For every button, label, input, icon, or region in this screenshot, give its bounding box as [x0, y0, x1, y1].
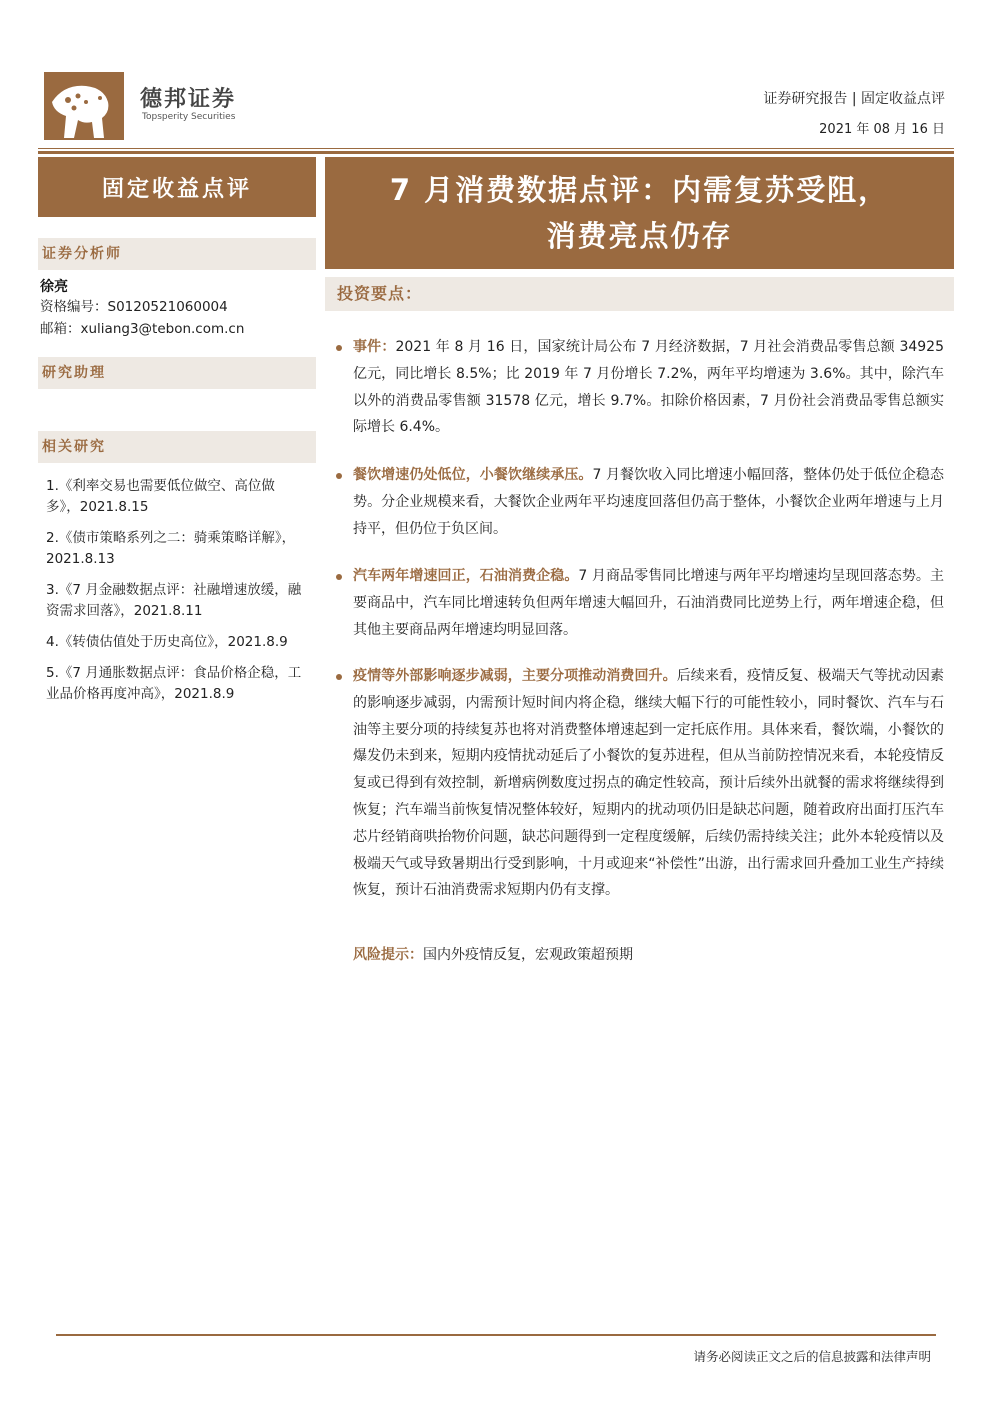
footer-disclaimer: 请务必阅读正文之后的信息披露和法律声明 — [693, 1349, 931, 1364]
report-date: 2021 年 08 月 16 日 — [819, 122, 945, 137]
point-catering — [353, 462, 944, 542]
invest-points-heading: 投资要点： — [325, 277, 954, 311]
analyst-heading: 证券分析师 — [38, 238, 316, 270]
bullet-icon — [336, 674, 342, 680]
risk-warning — [353, 942, 944, 969]
bullet-icon — [336, 345, 342, 351]
related-heading: 相关研究 — [38, 431, 316, 463]
point-text: 2021 年 8 月 16 日，国家统计局公布 7 月经济数据，7 月社会消费品零售总额 34925 亿元，同比增长 8.5%；比 2019 年 7 月份增长 7.2%，两年平均增速为 3.6%。其中，除汽车以外的消费品零售额 31578 亿元，增长 9.7%。扣除价格因素，7 月份社会消费品零售总额实际增长 6.4%。 — [353, 339, 944, 436]
related-research-list — [46, 476, 302, 715]
related-item: 3.《7 月金融数据点评：社融增速放缓，融资需求回落》，2021.8.11 — [46, 582, 302, 619]
bullet-icon — [336, 574, 342, 580]
point-event — [353, 334, 944, 441]
risk-lead: 风险提示： — [353, 947, 423, 963]
analyst-name: 徐亮 — [40, 279, 68, 295]
point-outlook — [353, 663, 944, 904]
company-name-en: Topsperity Securities — [142, 112, 236, 122]
point-lead: 事件： — [353, 339, 396, 355]
report-title — [325, 157, 954, 269]
point-auto-oil — [353, 563, 944, 643]
footer-divider — [56, 1334, 936, 1336]
company-logo-icon — [44, 72, 124, 140]
related-item: 5.《7 月通胀数据点评：食品价格企稳，工业品价格再度冲高》，2021.8.9 — [46, 665, 302, 702]
report-title-line2: 消费亮点仍存 — [546, 219, 733, 253]
related-item: 1.《利率交易也需要低位做空、高位做多》，2021.8.15 — [46, 478, 275, 515]
risk-text: 国内外疫情反复，宏观政策超预期 — [423, 947, 633, 963]
point-lead: 汽车两年增速回正，石油消费企稳。 — [353, 568, 579, 584]
category-banner: 固定收益点评 — [38, 157, 316, 217]
point-lead: 餐饮增速仍处低位，小餐饮继续承压。 — [353, 467, 593, 483]
company-name-cn: 德邦证券 — [140, 87, 237, 112]
analyst-cert: 资格编号：S0120521060004 — [40, 299, 228, 315]
report-title-line1: 7 月消费数据点评：内需复苏受阻， — [389, 173, 890, 207]
header-divider-thick — [38, 151, 954, 154]
header-divider-thin — [38, 148, 954, 149]
point-lead: 疫情等外部影响逐步减弱，主要分项推动消费回升。 — [353, 668, 677, 684]
assistant-heading: 研究助理 — [38, 357, 316, 389]
analyst-email: 邮箱：xuliang3@tebon.com.cn — [40, 321, 245, 337]
point-text: 7 月餐饮收入同比增速小幅回落，整体仍处于低位企稳态势。分企业规模来看，大餐饮企业两年平均速度回落但仍高于整体，小餐饮企业两年增速与上月持平，但仍位于负区间。 — [353, 467, 945, 537]
related-item: 2.《债市策略系列之二：骑乘策略详解》，2021.8.13 — [46, 530, 296, 567]
related-item: 4.《转债估值处于历史高位》，2021.8.9 — [46, 634, 288, 650]
report-type: 证券研究报告 | 固定收益点评 — [763, 91, 945, 107]
point-text: 后续来看，疫情反复、极端天气等扰动因素的影响逐步减弱，内需预计短时间内将企稳，继续大幅下行的可能性较小，同时餐饮、汽车与石油等主要分项的持续复苏也将对消费整体增速起到一定托底作用。具体来看，餐饮端，小餐饮的爆发仍未到来，短期内疫情扰动延后了小餐饮的复苏进程，但从当前防控情况来看，本轮疫情反复或已得到有效控制，新增病例数度过拐点的确定性较高，预计后续外出就餐的需求将继续得到恢复；汽车端当前恢复情况整体较好，短期内的扰动项仍旧是缺芯问题，随着政府出面打压汽车芯片经销商哄抬物价问题，缺芯问题得到一定程度缓解，后续仍需持续关注；此外本轮疫情以及极端天气或导致暑期出行受到影响，十月或迎来“补偿性”出游，出行需求回升叠加工业生产持续恢复，预计石油消费需求短期内仍有支撑。 — [353, 668, 945, 899]
bullet-icon — [336, 473, 342, 479]
point-text: 7 月商品零售同比增速与两年平均增速均呈现回落态势。主要商品中，汽车同比增速转负但两年增速大幅回升，石油消费同比逆势上行，两年增速企稳，但其他主要商品两年增速均明显回落。 — [353, 568, 944, 638]
